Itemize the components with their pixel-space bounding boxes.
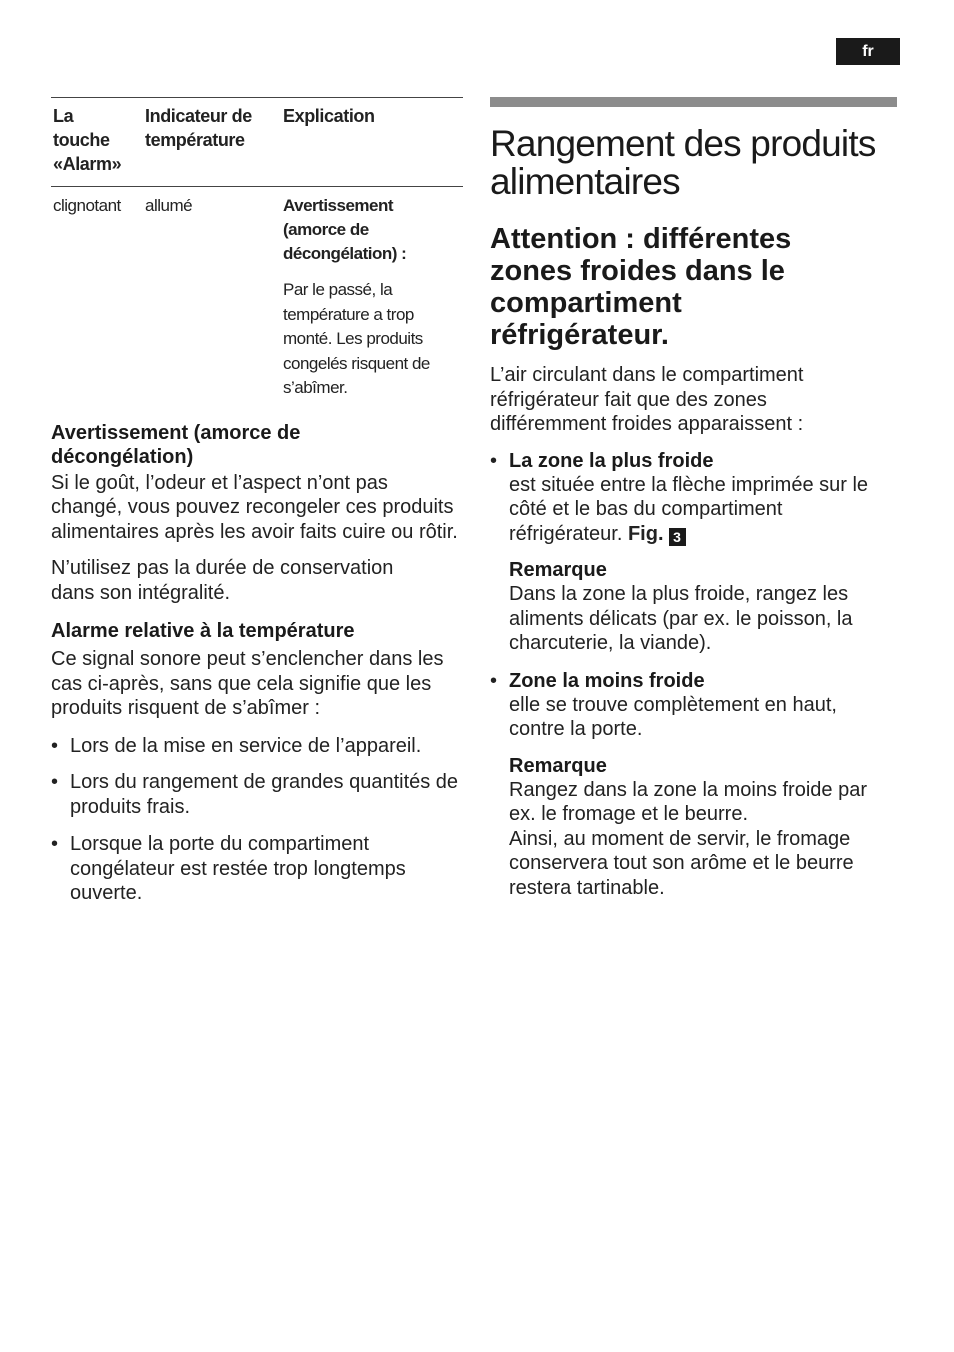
remark-label: Remarque (509, 559, 607, 581)
header-temperature-indicator: Indicateur de température (145, 106, 252, 150)
cell-alarm-key: clignotant (53, 196, 121, 215)
cell-explanation (281, 187, 463, 401)
warning-paragraph-2: N’utilisez pas la durée de conservation dans son intégralité. (51, 557, 394, 604)
alarm-heading: Alarme relative à la température (51, 620, 355, 642)
bullet-icon: • (490, 669, 498, 692)
zone-least-cold-text: elle se trouve complètement en haut, contre la porte. (509, 693, 837, 740)
warning-heading: Avertissement (amorce de décongélation) (51, 421, 301, 468)
right-column (490, 97, 900, 900)
explanation-title: Avertissement (amorce de décongélation) : (283, 196, 407, 263)
alarm-table (51, 97, 463, 401)
zone-least-cold-title: Zone la moins froide (509, 669, 705, 692)
bullet-icon: • (490, 449, 498, 472)
list-item (51, 832, 463, 906)
zone-coldest-text: est située entre la flèche imprimée sur le côté et le bas du compartiment réfrigérateur. (509, 473, 869, 545)
alarm-paragraph: Ce signal sonore peut s’enclencher dans les cas ci-après, sans que cela signifie que les produits risquent de s’abîmer : (51, 648, 444, 719)
page-title: Rangement des produits alimentaires (490, 123, 876, 202)
remark-text: Rangez dans la zone la moins froide par ex. le fromage et le beurre. (509, 778, 867, 825)
warning-paragraph-1: Si le goût, l’odeur et l’aspect n’ont pas changé, vous pouvez recongeler ces produits alimentaires après les avoir faits cuire ou rôtir. (51, 471, 458, 543)
zone-coldest (509, 449, 894, 656)
left-column (51, 97, 463, 906)
header-explanation: Explication (283, 106, 375, 126)
figure-number-icon: 3 (669, 528, 686, 546)
header-alarm-key: La touche «Alarm» (53, 106, 122, 174)
list-item-text: Lorsque la porte du compartiment congélateur est restée trop longtemps ouverte. (70, 833, 406, 904)
remark-text-continued: Ainsi, au moment de servir, le fromage conservera tout son arôme et le beurre restera tartinable. (509, 827, 854, 899)
bullet-icon: • (51, 833, 59, 855)
list-item-text: Lors du rangement de grandes quantités de produits frais. (70, 771, 459, 818)
remark-label: Remarque (509, 754, 607, 777)
list-item (51, 770, 463, 819)
list-item (51, 734, 463, 759)
bullet-icon: • (51, 771, 59, 793)
cell-temperature-indicator: allumé (145, 196, 193, 215)
table-header-row (51, 98, 463, 187)
explanation-body: Par le passé, la température a trop monté. Les produits congelés risquent de s’abîmer. (283, 280, 430, 397)
figure-reference: Fig. (627, 522, 664, 545)
table-row (51, 187, 463, 401)
remark-text: Dans la zone la plus froide, rangez les aliments délicats (par ex. le poisson, la charcuterie, la viande). (509, 583, 853, 654)
bullet-icon: • (51, 734, 59, 757)
section-divider (490, 97, 897, 107)
list-item-text: Lors de la mise en service de l’appareil. (70, 734, 422, 757)
section-subtitle: Attention : différentes zones froides dans le compartiment réfrigérateur. (490, 223, 792, 351)
zone-coldest-text-block (509, 473, 879, 547)
list-item (490, 669, 900, 901)
zone-least-cold (509, 669, 894, 901)
language-tab: fr (836, 38, 900, 65)
intro-paragraph: L’air circulant dans le compartiment réfrigérateur fait que des zones différemment froides apparaissent : (490, 364, 804, 435)
zone-coldest-title: La zone la plus froide (509, 449, 714, 472)
list-item (490, 449, 900, 656)
